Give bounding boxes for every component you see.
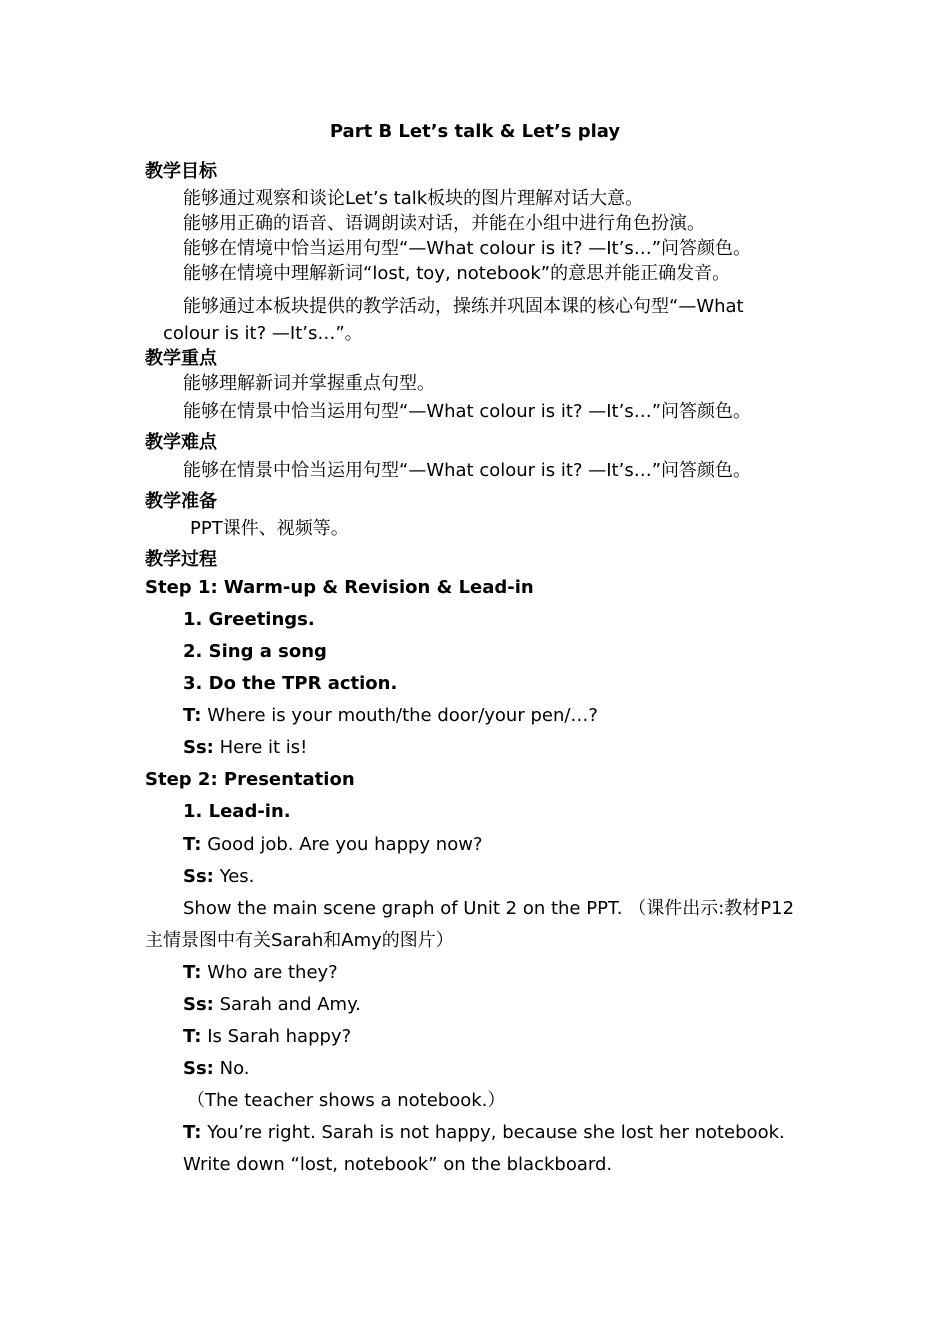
key-point-item: 能够在情景中恰当运用句型“—What colour is it? —It’s…”问答颜色。: [183, 401, 752, 422]
dialogue-text: Good job. Are you happy now?: [201, 834, 483, 855]
objective-item-continued: colour is it? —It’s…”。: [163, 323, 363, 344]
dialogue-line: [183, 961, 338, 985]
objective-item: 能够用正确的语音、语调朗读对话，并能在小组中进行角色扮演。: [183, 213, 705, 234]
instruction-line-continued: 主情景图中有关Sarah和Amy的图片）: [145, 930, 454, 951]
dialogue-text: Is Sarah happy?: [201, 1026, 352, 1047]
dialogue-text: You’re right. Sarah is not happy, because she lost her notebook.: [201, 1122, 785, 1143]
difficulties-heading: 教学难点: [145, 432, 217, 453]
key-point-item: 能够理解新词并掌握重点句型。: [183, 373, 435, 394]
speaker-label: T:: [183, 1026, 202, 1047]
preparation-text: PPT课件、视频等。: [190, 518, 349, 539]
objective-item: 能够在情境中理解新词“lost, toy, notebook”的意思并能正确发音。: [183, 263, 731, 284]
objective-item: 能够在情境中恰当运用句型“—What colour is it? —It’s…”问答颜色。: [183, 238, 752, 259]
preparation-heading: 教学准备: [145, 491, 217, 512]
dialogue-line: [183, 704, 598, 728]
dialogue-line: [183, 1025, 351, 1049]
objectives-heading: 教学目标: [145, 161, 217, 182]
objective-item: 能够通过观察和谈论Let’s talk板块的图片理解对话大意。: [183, 188, 644, 209]
speaker-label: Ss:: [183, 1058, 214, 1079]
step2-item: 1. Lead-in.: [183, 801, 291, 822]
dialogue-line: [183, 833, 483, 857]
difficulty-item: 能够在情景中恰当运用句型“—What colour is it? —It’s…”问答颜色。: [183, 460, 752, 481]
dialogue-text: Yes.: [213, 866, 255, 887]
dialogue-line: [183, 993, 361, 1017]
dialogue-text: No.: [213, 1058, 250, 1079]
instruction-line: Write down “lost, notebook” on the blackboard.: [183, 1154, 613, 1175]
step1-title: Step 1: Warm-up & Revision & Lead-in: [145, 577, 534, 598]
speaker-label: T:: [183, 834, 202, 855]
process-heading: 教学过程: [145, 549, 217, 570]
speaker-label: Ss:: [183, 994, 214, 1015]
dialogue-text: Here it is!: [213, 737, 308, 758]
dialogue-line: [183, 1057, 250, 1081]
speaker-label: T:: [183, 705, 202, 726]
objective-item: 能够通过本板块提供的教学活动，操练并巩固本课的核心句型“—What: [183, 296, 744, 317]
step1-item: 2. Sing a song: [183, 641, 327, 662]
page-title: Part B Let’s talk & Let’s play: [329, 121, 621, 142]
stage-direction: （The teacher shows a notebook.）: [187, 1090, 506, 1111]
speaker-label: Ss:: [183, 737, 214, 758]
step1-item: 1. Greetings.: [183, 609, 315, 630]
dialogue-text: Where is your mouth/the door/your pen/…?: [201, 705, 598, 726]
step1-item: 3. Do the TPR action.: [183, 673, 398, 694]
key-points-heading: 教学重点: [145, 348, 217, 369]
speaker-label: T:: [183, 1122, 202, 1143]
speaker-label: T:: [183, 962, 202, 983]
dialogue-line: [183, 1121, 785, 1145]
dialogue-line: [183, 865, 254, 889]
dialogue-text: Sarah and Amy.: [213, 994, 361, 1015]
speaker-label: Ss:: [183, 866, 214, 887]
step2-title: Step 2: Presentation: [145, 769, 355, 790]
dialogue-line: [183, 736, 307, 760]
dialogue-text: Who are they?: [201, 962, 338, 983]
instruction-line: Show the main scene graph of Unit 2 on the PPT. （课件出示:教材P12: [183, 898, 795, 919]
